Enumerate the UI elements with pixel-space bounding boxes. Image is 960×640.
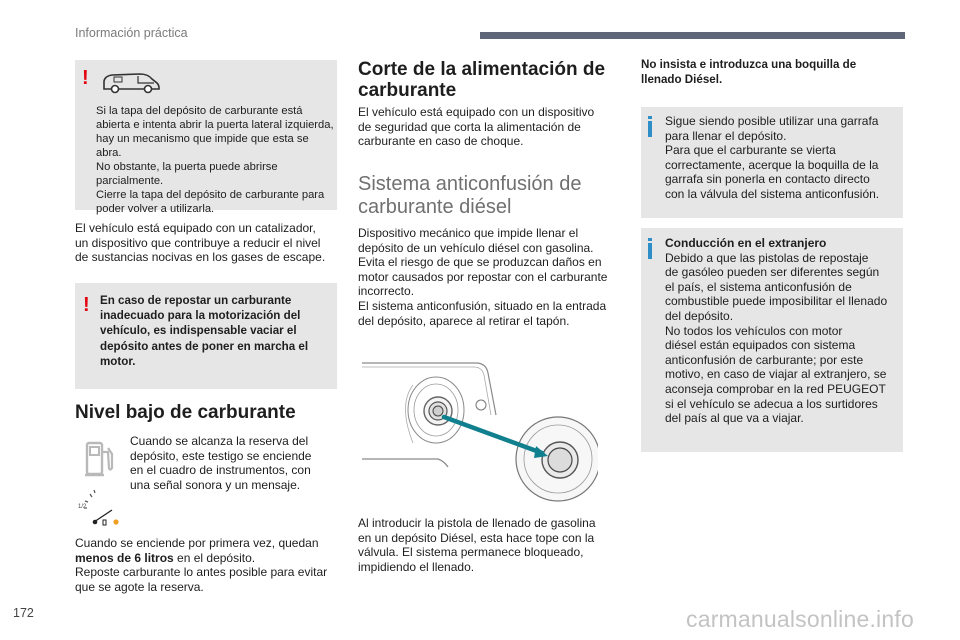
warning-box-text: Si la tapa del depósito de carburante está abierta e intenta abrir la puerta lateral izquierda, hay un mecanismo que impide que esta se abra. No obstante, la puerta puede abrirse parcialmente. Cierre la tapa del depósito de carburante para poder volver a utilizarla. — [96, 105, 334, 215]
reserve-liters-bold: menos de 6 litros — [75, 550, 174, 565]
no-insist-text: No insista e introduzca una boquilla de llenado Diésel. — [641, 58, 857, 86]
wrong-fuel-text: En caso de repostar un carburante inadecuado para la motorización del vehículo, es indispensable vaciar el depósito antes de poner en marcha el motor. — [100, 294, 309, 368]
info-abroad-title: Conducción en el extranjero — [665, 236, 827, 250]
low-fuel-paragraph: Cuando se alcanza la reserva del depósito, este testigo se enciende en el cuadro de instrumentos, con una señal sonora y un mensaje. — [130, 434, 312, 492]
watermark: carmanualsonline.info — [686, 606, 914, 632]
fuel-pump-icon — [84, 440, 116, 478]
page-number: 172 — [13, 606, 34, 620]
catalyst-paragraph: El vehículo está equipado con un catalizador, un dispositivo que contribuye a reducir el nivel de sustancias nocivas en los gases de escape. — [75, 221, 326, 265]
gauge-half-label: 1/2 — [78, 504, 87, 510]
cutoff-paragraph: El vehículo está equipado con un dispositivo de seguridad que corta la alimentación de carburante en caso de choque. — [358, 105, 595, 149]
anticonfusion-title: Sistema anticonfusión de carburante diésel — [358, 173, 582, 218]
pistol-paragraph: Al introducir la pistola de llenado de gasolina en un depósito Diésel, esta hace tope con la válvula. El sistema permanece bloqueado, impidiendo el llenado. — [358, 516, 596, 574]
cutoff-title: Corte de la alimentación de carburante — [358, 59, 606, 101]
van-icon — [102, 72, 160, 94]
warning-box-wrong-fuel — [75, 283, 337, 389]
fuel-filler-illustration — [358, 355, 598, 505]
reserve-paragraph: Cuando se enciende por primera vez, quedan menos de 6 litros en el depósito. Reposte carburante lo antes posible para evitar que se agote la reserva. — [75, 536, 328, 594]
info-icon — [648, 238, 652, 241]
header-bar — [480, 32, 905, 39]
info-abroad-text: Conducción en el extranjero Debido a que las pistolas de repostaje de gasóleo pueden ser diferentes según el país, el sistema anticonfusión de combustible puede imposibilitar el llenado del depósito. No todos los vehículos con motor diésel están equipados con sistema anticonfusión de carburante; por este motivo, en caso de viajar al extranjero, se aconseja comprobar en la red PEUGEOT si el vehículo se adecua a los surtidores del país al que va a viajar. — [665, 236, 902, 426]
info-box-abroad — [641, 228, 903, 452]
info-jerrycan-text: Sigue siendo posible utilizar una garrafa para llenar el depósito. Para que el carburante se vierta correctamente, acerque la boquilla de la garrafa sin ponerla en contacto directo con la válvula del sistema anticonfusión. — [665, 114, 880, 201]
warning-exclamation-icon: ! — [82, 67, 89, 89]
anticonfusion-paragraph: Dispositivo mecánico que impide llenar el depósito de un vehículo diésel con gasolina. Evita el riesgo de que se produzcan daños en motor causados por repostar con el carburante incorrecto. El sistema anticonfusión, situado en la entrada del depósito, aparece al retirar el tapón. — [358, 226, 608, 328]
warning-box-fuel-door — [75, 60, 337, 215]
info-box-jerrycan — [641, 107, 903, 218]
low-fuel-title: Nivel bajo de carburante — [75, 402, 296, 423]
info-icon — [648, 116, 652, 119]
header-section-title: Información práctica — [75, 26, 188, 40]
warning-exclamation-icon: ! — [83, 294, 90, 316]
